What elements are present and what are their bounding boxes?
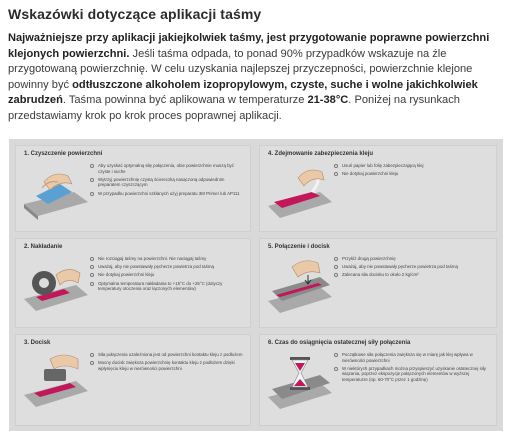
intro-bold-1: Najważniejsze przy aplikacji jakiejkolwiek taśmy, jest przygotowanie poprawne powierzchni klejonych powierzchni. — [8, 32, 490, 60]
list-item: Przyłóż drugą powierzchnię — [334, 256, 490, 262]
intro-text-2: Jeśli taśma odpada, to ponad 90% przypadków wskazuje na źle przygotowaną powierzchnię. W celu uzyskania najlepszej przyczepności, powierzchnie klejone powinny być — [8, 47, 473, 91]
step-title: 1. Czyszczenie powierzchni — [24, 151, 103, 157]
cleaning-illustration-icon — [24, 162, 88, 220]
bullet-icon — [334, 353, 338, 357]
intro-text-4: . Taśma powinna być aplikowana w temperaturze — [62, 94, 308, 106]
bullet-icon — [90, 361, 94, 365]
bullet-icon — [334, 367, 338, 371]
list-item: Uważaj, aby nie powstawały pęcherze powietrza pod taśmą — [334, 264, 490, 270]
bullet-list — [90, 163, 244, 199]
bullet-list — [90, 352, 244, 374]
list-item: Mocny docisk zwiększa powierzchnię kontaktu kleju z podłożem dzięki wpłynięciu kleju w nierówności powierzchni — [90, 360, 244, 371]
list-item: W przypadku powierzchni szklanych użyj preparatu 3M Primer lub AP111 — [90, 191, 244, 197]
bullet-icon — [334, 172, 338, 176]
bullet-icon — [90, 265, 94, 269]
list-item: Zalecana siła docisku to około 2 kg/cm² — [334, 272, 490, 278]
list-item: Aby uzyskać optymalną siłę połączenia, obie powierzchnie muszą być czyste i suche — [90, 163, 244, 174]
step-curing-time — [259, 334, 497, 426]
bullet-icon — [90, 282, 94, 286]
bullet-icon — [90, 164, 94, 168]
intro-text-6: . Poniżej na rysunkach przedstawiamy krok po krok proces poprawnej aplikacji. — [8, 94, 460, 122]
step-joining — [259, 238, 497, 328]
step-liner-removal — [259, 145, 497, 232]
bullet-list — [334, 352, 490, 385]
list-item: Nie dotykaj powierzchni kleju — [334, 171, 490, 177]
step-application — [15, 238, 251, 328]
bullet-icon — [334, 257, 338, 261]
list-item: Optymalna temperatura nakładania to +15°C do +25°C (dotyczy temperatury otoczenia oraz łączonych elementów) — [90, 281, 244, 292]
instructions-panel — [9, 139, 503, 431]
step-title: 6. Czas do osiągnięcia ostatecznej siły połączenia — [268, 340, 411, 346]
step-cleaning — [15, 145, 251, 232]
list-item: Początkowe siła połączenia zwiększa się w miarę jak klej wpływa w nierówności powierzchni — [334, 352, 490, 363]
application-illustration-icon — [24, 255, 88, 313]
bullet-list — [334, 163, 490, 179]
bullet-list — [90, 256, 244, 294]
list-item: W niektórych przypadkach można przyspieszyć uzyskanie ostatecznej siły wiązania, poprzez ekspozycje połączonych elementów w wyższej temperaturze (np. 60-70°C przez 1 godzinę) — [334, 366, 490, 383]
intro-bold-3: odtłuszczone alkoholem izopropylowym, czyste, suche i wolne jakichkolwiek zabrudzeń — [8, 78, 478, 106]
list-item: Nie rozciągaj taśmy na powierzchni. Nie naciągaj taśmy — [90, 256, 244, 262]
hourglass-illustration-icon — [268, 351, 332, 409]
bullet-icon — [90, 273, 94, 277]
step-title: 2. Nakładanie — [24, 244, 63, 250]
bullet-list — [334, 256, 490, 281]
step-pressing — [15, 334, 251, 426]
pressing-illustration-icon — [24, 351, 88, 409]
step-title: 3. Docisk — [24, 340, 51, 346]
joining-illustration-icon — [268, 255, 332, 313]
list-item: Wytrzyj powierzchnię czystą ściereczką nasączoną odpowiednim preparatem czyszczącym — [90, 177, 244, 188]
bullet-icon — [90, 257, 94, 261]
bullet-icon — [334, 265, 338, 269]
list-item: Usuń papier lub folię zabezpieczającą klej — [334, 163, 490, 169]
bullet-icon — [90, 178, 94, 182]
step-title: 5. Połączenie i docisk — [268, 244, 330, 250]
liner-removal-illustration-icon — [268, 162, 332, 220]
bullet-icon — [90, 192, 94, 196]
list-item: Nie dotykaj powierzchni kleju — [90, 272, 244, 278]
page-title: Wskazówki dotyczące aplikacji taśmy — [8, 6, 262, 22]
intro-paragraph — [8, 31, 508, 124]
bullet-icon — [334, 273, 338, 277]
list-item: Siła połączenia uzależniona jest od powierzchni kontaktu kleju z podłożem — [90, 352, 244, 358]
bullet-icon — [334, 164, 338, 168]
bullet-icon — [90, 353, 94, 357]
intro-bold-5: 21-38°C — [307, 94, 349, 106]
list-item: Uważaj, aby nie powstawały pęcherze powietrza pod taśmą — [90, 264, 244, 270]
step-title: 4. Zdejmowanie zabezpieczenia kleju — [268, 151, 374, 157]
